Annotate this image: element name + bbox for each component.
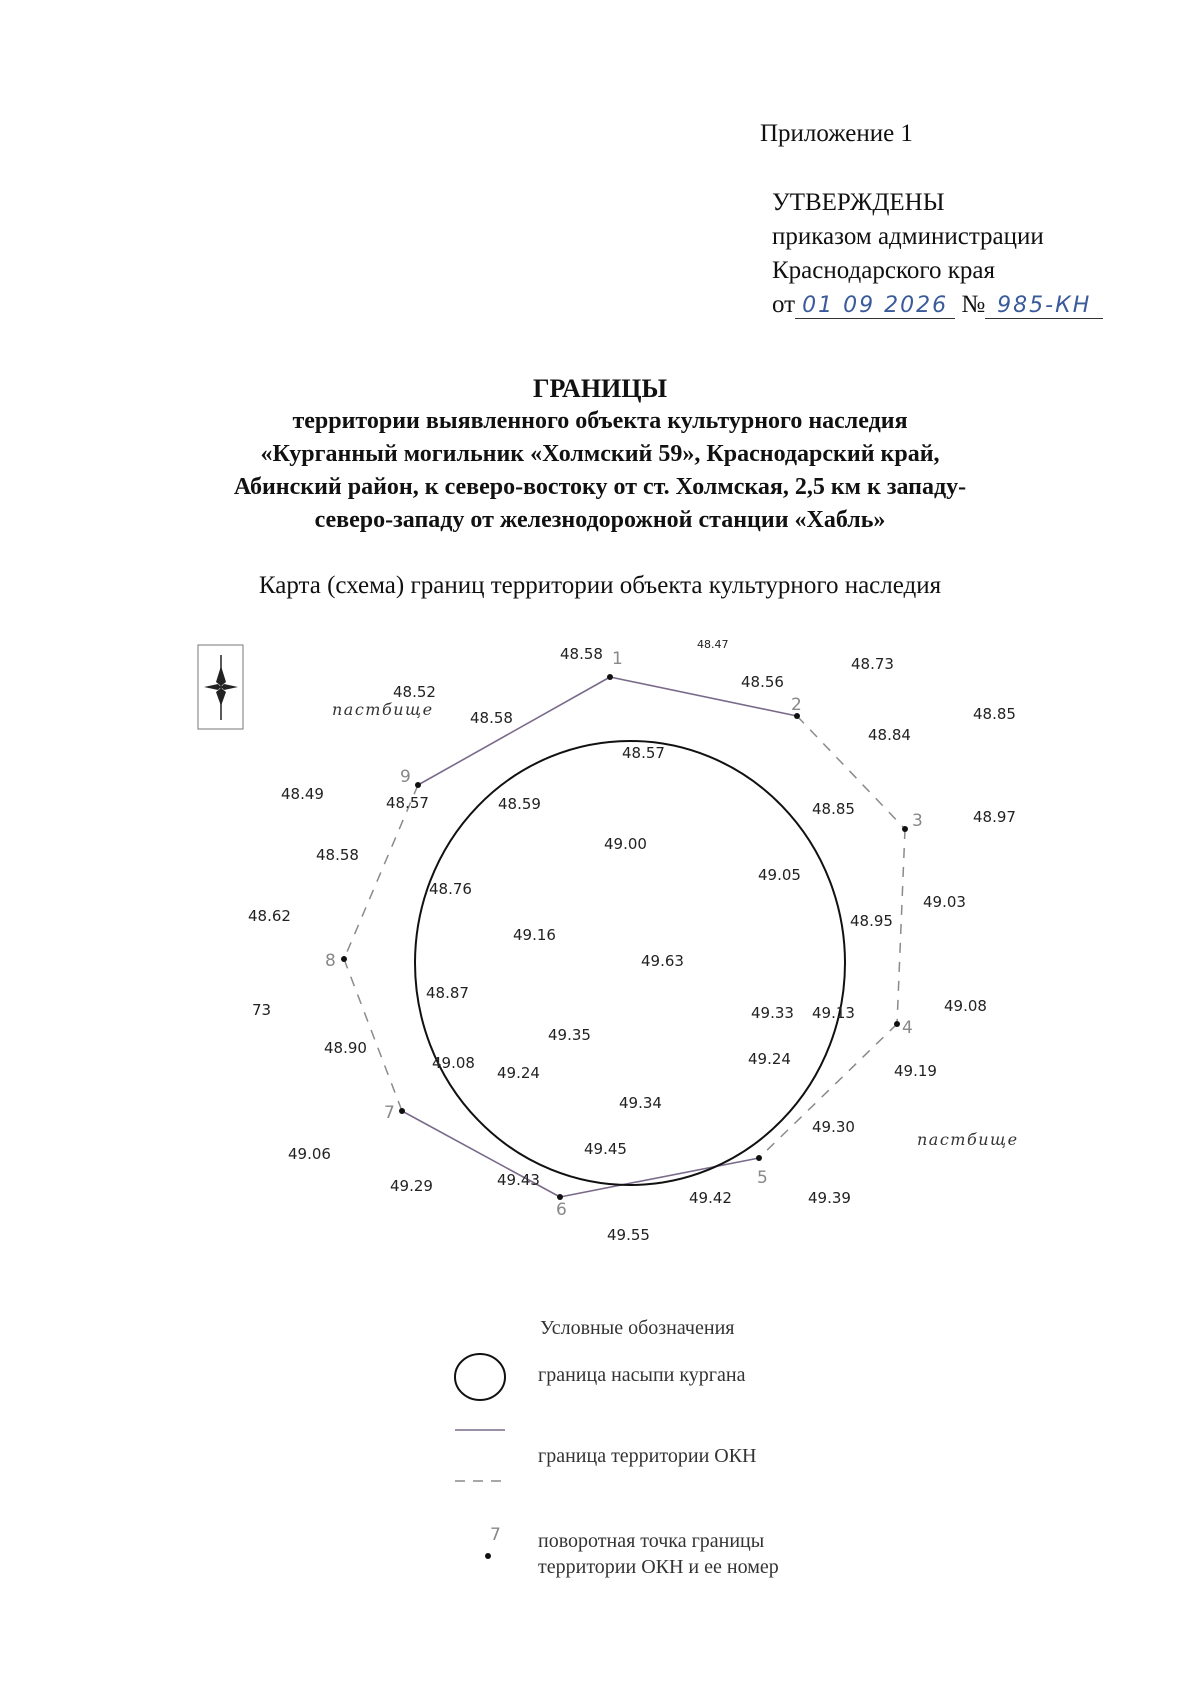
elevation-mark: 48.95 bbox=[850, 912, 893, 930]
title-line-2: «Курганный могильник «Холмский 59», Краснодарский край, bbox=[260, 441, 940, 467]
elevation-mark: 49.63 bbox=[641, 952, 684, 970]
point-number-7: 7 bbox=[384, 1103, 395, 1123]
elevation-mark: 48.84 bbox=[868, 726, 911, 744]
legend-mound-symbol bbox=[455, 1354, 505, 1400]
elevation-mark: 49.45 bbox=[584, 1140, 627, 1158]
point-number-6: 6 bbox=[556, 1200, 567, 1220]
elevation-mark: 48.59 bbox=[498, 795, 541, 813]
elevation-mark: 48.57 bbox=[386, 794, 429, 812]
turning-point-8 bbox=[341, 956, 347, 962]
elevation-marks bbox=[248, 638, 1016, 1244]
point-number-2: 2 bbox=[791, 695, 802, 715]
legend-point-number: 7 bbox=[490, 1525, 501, 1545]
point-number-3: 3 bbox=[912, 811, 923, 831]
turning-point-4 bbox=[894, 1021, 900, 1027]
elevation-mark: 49.16 bbox=[513, 926, 556, 944]
turning-point-9 bbox=[415, 782, 421, 788]
legend-symbols bbox=[440, 1350, 520, 1600]
pasture-label-nw: пастбище bbox=[332, 700, 434, 719]
point-number-4: 4 bbox=[902, 1018, 913, 1038]
elevation-mark: 73 bbox=[252, 1001, 272, 1019]
elevation-mark: 48.85 bbox=[973, 705, 1016, 723]
handwritten-number: 985-КН bbox=[997, 293, 1092, 318]
elevation-mark: 48.57 bbox=[622, 744, 665, 762]
legend-point-line-1: поворотная точка границы bbox=[538, 1530, 765, 1552]
approval-line-3: Краснодарского края bbox=[772, 257, 995, 284]
approval-line-1: УТВЕРЖДЕНЫ bbox=[772, 189, 945, 216]
legend-mound-label: граница насыпи кургана bbox=[538, 1364, 746, 1386]
north-arrow-icon bbox=[198, 645, 243, 729]
turning-point-3 bbox=[902, 826, 908, 832]
elevation-mark: 49.05 bbox=[758, 866, 801, 884]
legend-title: Условные обозначения bbox=[540, 1317, 735, 1339]
territory-boundary-solid bbox=[402, 677, 797, 1197]
elevation-mark: 49.24 bbox=[497, 1064, 540, 1082]
turning-point-1 bbox=[607, 674, 613, 680]
from-prefix: от bbox=[772, 291, 796, 318]
elevation-mark: 48.62 bbox=[248, 907, 291, 925]
elevation-mark: 48.85 bbox=[812, 800, 855, 818]
elevation-mark: 49.24 bbox=[748, 1050, 791, 1068]
approval-date-number-line bbox=[772, 288, 1103, 322]
elevation-mark: 49.29 bbox=[390, 1177, 433, 1195]
boundary-map bbox=[0, 620, 1200, 1280]
point-number-5: 5 bbox=[757, 1168, 768, 1188]
elevation-mark: 49.13 bbox=[812, 1004, 855, 1022]
elevation-mark: 48.76 bbox=[429, 880, 472, 898]
elevation-mark: 48.52 bbox=[393, 683, 436, 701]
elevation-mark: 49.35 bbox=[548, 1026, 591, 1044]
number-field bbox=[985, 293, 1103, 319]
approval-line-2: приказом администрации bbox=[772, 223, 1044, 250]
legend-point-label bbox=[538, 1528, 779, 1580]
point-number-9: 9 bbox=[400, 767, 411, 787]
elevation-mark: 48.90 bbox=[324, 1039, 367, 1057]
elevation-mark: 48.87 bbox=[426, 984, 469, 1002]
legend-point-symbol bbox=[485, 1553, 491, 1559]
elevation-mark: 48.58 bbox=[316, 846, 359, 864]
elevation-mark: 49.42 bbox=[689, 1189, 732, 1207]
elevation-mark: 49.00 bbox=[604, 835, 647, 853]
elevation-mark: 48.56 bbox=[741, 673, 784, 691]
pasture-label-se: пастбище bbox=[917, 1130, 1019, 1149]
elevation-mark: 49.33 bbox=[751, 1004, 794, 1022]
number-prefix: № bbox=[961, 291, 986, 318]
title-line-4: северо-западу от железнодорожной станции «Хабль» bbox=[314, 507, 886, 533]
document-title bbox=[150, 372, 1050, 537]
turning-point-7 bbox=[399, 1108, 405, 1114]
elevation-mark: 48.58 bbox=[560, 645, 603, 663]
elevation-mark: 49.39 bbox=[808, 1189, 851, 1207]
mound-boundary bbox=[415, 741, 845, 1185]
elevation-mark: 48.47 bbox=[697, 638, 729, 651]
legend-territory-label: граница территории ОКН bbox=[538, 1445, 757, 1467]
handwritten-date: 01 09 2026 bbox=[802, 293, 949, 318]
elevation-mark: 49.08 bbox=[432, 1054, 475, 1072]
elevation-mark: 49.43 bbox=[497, 1171, 540, 1189]
elevation-mark: 49.19 bbox=[894, 1062, 937, 1080]
appendix-label: Приложение 1 bbox=[760, 120, 913, 147]
title-main: ГРАНИЦЫ bbox=[532, 374, 668, 403]
elevation-mark: 49.03 bbox=[923, 893, 966, 911]
title-line-1: территории выявленного объекта культурного наследия bbox=[292, 408, 908, 434]
elevation-mark: 49.08 bbox=[944, 997, 987, 1015]
elevation-mark: 48.49 bbox=[281, 785, 324, 803]
elevation-mark: 48.73 bbox=[851, 655, 894, 673]
territory-boundary-dashed bbox=[344, 716, 905, 1158]
point-number-8: 8 bbox=[325, 951, 336, 971]
point-number-1: 1 bbox=[612, 649, 623, 669]
approval-block bbox=[772, 186, 1103, 322]
turning-point-5 bbox=[756, 1155, 762, 1161]
legend-point-line-2: территории ОКН и ее номер bbox=[538, 1556, 779, 1578]
title-line-3: Абинский район, к северо-востоку от ст. Холмская, 2,5 км к западу- bbox=[233, 474, 967, 500]
date-field bbox=[795, 293, 955, 319]
elevation-mark: 49.34 bbox=[619, 1094, 662, 1112]
elevation-mark: 49.55 bbox=[607, 1226, 650, 1244]
map-caption: Карта (схема) границ территории объекта культурного наследия bbox=[258, 572, 942, 599]
elevation-mark: 48.58 bbox=[470, 709, 513, 727]
elevation-mark: 49.30 bbox=[812, 1118, 855, 1136]
elevation-mark: 49.06 bbox=[288, 1145, 331, 1163]
elevation-mark: 48.97 bbox=[973, 808, 1016, 826]
